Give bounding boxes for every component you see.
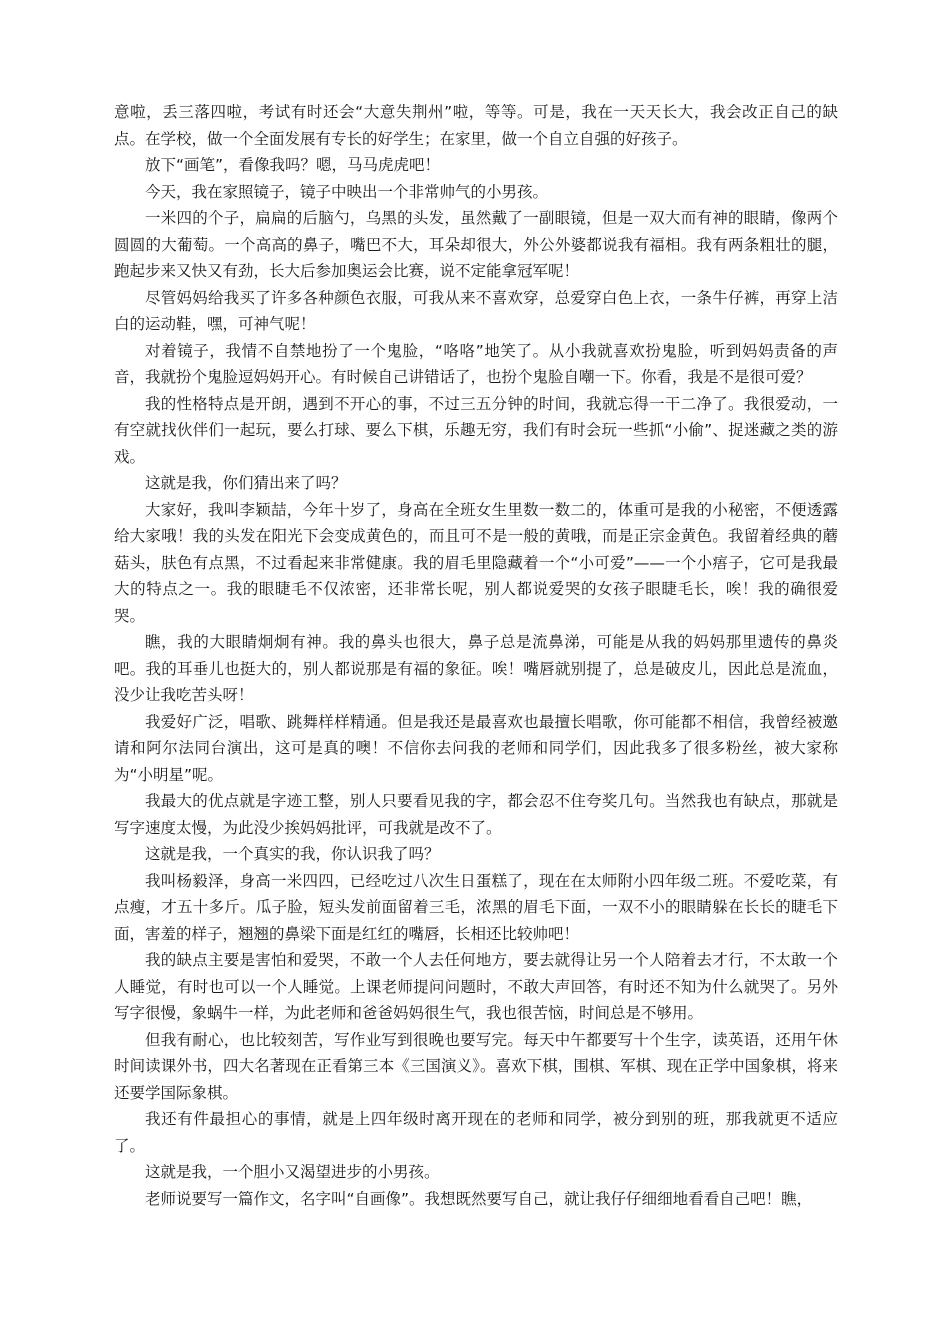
paragraph: 我还有件最担心的事情，就是上四年级时离开现在的老师和同学，被分到别的班，那我就更不适应了。 — [114, 1110, 838, 1155]
paragraph: 我的缺点主要是害怕和爱哭，不敢一个人去任何地方，要去就得让另一个人陪着去才行，不太敢一个人睡觉，有时也可以一个人睡觉。上课老师提问问题时，不敢大声回答，有时还不知为什么就哭了。另外写字很慢，象蜗牛一样，为此老师和爸爸妈妈很生气，我也很苦恼，时间总是不够用。 — [114, 951, 838, 1022]
paragraph: 这就是我，一个真实的我，你认识我了吗？ — [145, 845, 440, 863]
paragraph: 今天，我在家照镜子，镜子中映出一个非常帅气的小男孩。 — [145, 182, 549, 201]
paragraph: 我叫杨毅泽，身高一米四四，已经吃过八次生日蛋糕了，现在在太师附小四年级二班。不爱吃菜，有点瘦，才五十多斤。瓜子脸，短头发前面留着三毛，浓黑的眉毛下面，一双不小的眼睛躲在长长的睫毛下面，害羞的样子，翘翘的鼻梁下面是红红的嘴唇，长相还比较帅吧！ — [114, 871, 838, 943]
paragraph: 瞧，我的大眼睛炯炯有神。我的鼻头也很大，鼻子总是流鼻涕，可能是从我的妈妈那里遗传的鼻炎吧。我的耳垂儿也挺大的，别人都说那是有福的象征。唉！嘴唇就别提了，总是破皮儿，因此总是流血，没少让我吃苦头呀！ — [114, 633, 838, 704]
paragraph: 一米四的个子，扁扁的后脑勺，乌黑的头发，虽然戴了一副眼镜，但是一双大而有神的眼睛，像两个圆圆的大葡萄。一个高高的鼻子，嘴巴不大，耳朵却很大，外公外婆都说我有福相。我有两条粗壮的腿，跑起步来又快又有劲，长大后参加奥运会比赛，说不定能拿冠军呢！ — [114, 209, 838, 280]
paragraph: 这就是我，你们猜出来了吗？ — [145, 474, 347, 492]
document-body — [114, 99, 838, 1212]
paragraph: 放下“画笔”，看像我吗？嗯，马马虎虎吧！ — [145, 156, 441, 174]
paragraph: 对着镜子，我情不自禁地扮了一个鬼脸，“咯咯”地笑了。从小我就喜欢扮鬼脸，听到妈妈责备的声音，我就扮个鬼脸逗妈妈开心。有时候自己讲错话了，也扮个鬼脸自嘲一下。你看，我是不是很可爱？ — [114, 341, 838, 386]
paragraph: 我爱好广泛，唱歌、跳舞样样精通。但是我还是最喜欢也最擅长唱歌，你可能都不相信，我曾经被邀请和阿尔法同台演出，这可是真的噢！不信你去问我的老师和同学们，因此我多了很多粉丝，被大家称为“小明星”呢。 — [114, 712, 838, 784]
paragraph: 老师说要写一篇作文，名字叫“自画像”。我想既然要写自己，就让我仔仔细细地看看自己吧！瞧， — [145, 1189, 813, 1208]
paragraph: 我最大的优点就是字迹工整，别人只要看见我的字，都会忍不住夸奖几句。当然我也有缺点，那就是写字速度太慢，为此没少挨妈妈批评，可我就是改不了。 — [114, 792, 838, 837]
paragraph: 尽管妈妈给我买了许多各种颜色衣服，可我从来不喜欢穿，总爱穿白色上衣，一条牛仔裤，再穿上洁白的运动鞋，嘿，可神气呢！ — [114, 288, 838, 333]
paragraph: 这就是我，一个胆小又渴望进步的小男孩。 — [145, 1163, 440, 1181]
paragraph: 大家好，我叫李颖喆，今年十岁了，身高在全班女生里数一数二的，体重可是我的小秘密，不便透露给大家哦！我的头发在阳光下会变成黄色的，而且可不是一般的黄哦，而是正宗金黄色。我留着经典的蘑菇头，肤色有点黑，不过看起来非常健康。我的眉毛里隐藏着一个“小可爱”——一个小痦子，它可是我最大的特点之一。我的眼睫毛不仅浓密，还非常长呢，别人都说爱哭的女孩子眼睫毛长，唉！我的确很爱哭。 — [114, 500, 838, 625]
paragraph: 意啦，丢三落四啦，考试有时还会“大意失荆州”啦，等等。可是，我在一天天长大，我会改正自己的缺点。在学校，做一个全面发展有专长的好学生；在家里，做一个自立自强的好孩子。 — [114, 103, 838, 148]
paragraph: 我的性格特点是开朗，遇到不开心的事，不过三五分钟的时间，我就忘得一干二净了。我很爱动，一有空就找伙伴们一起玩，要么打球、要么下棋，乐趣无穷，我们有时会玩一些抓“小偷”、捉迷藏之类的游戏。 — [114, 394, 838, 466]
paragraph: 但我有耐心，也比较刻苦，写作业写到很晚也要写完。每天中午都要写十个生字，读英语，还用午休时间读课外书，四大名著现在正看第三本《三国演义》。喜欢下棋，围棋、军棋、现在正学中国象棋，将来还要学国际象棋。 — [114, 1030, 838, 1102]
